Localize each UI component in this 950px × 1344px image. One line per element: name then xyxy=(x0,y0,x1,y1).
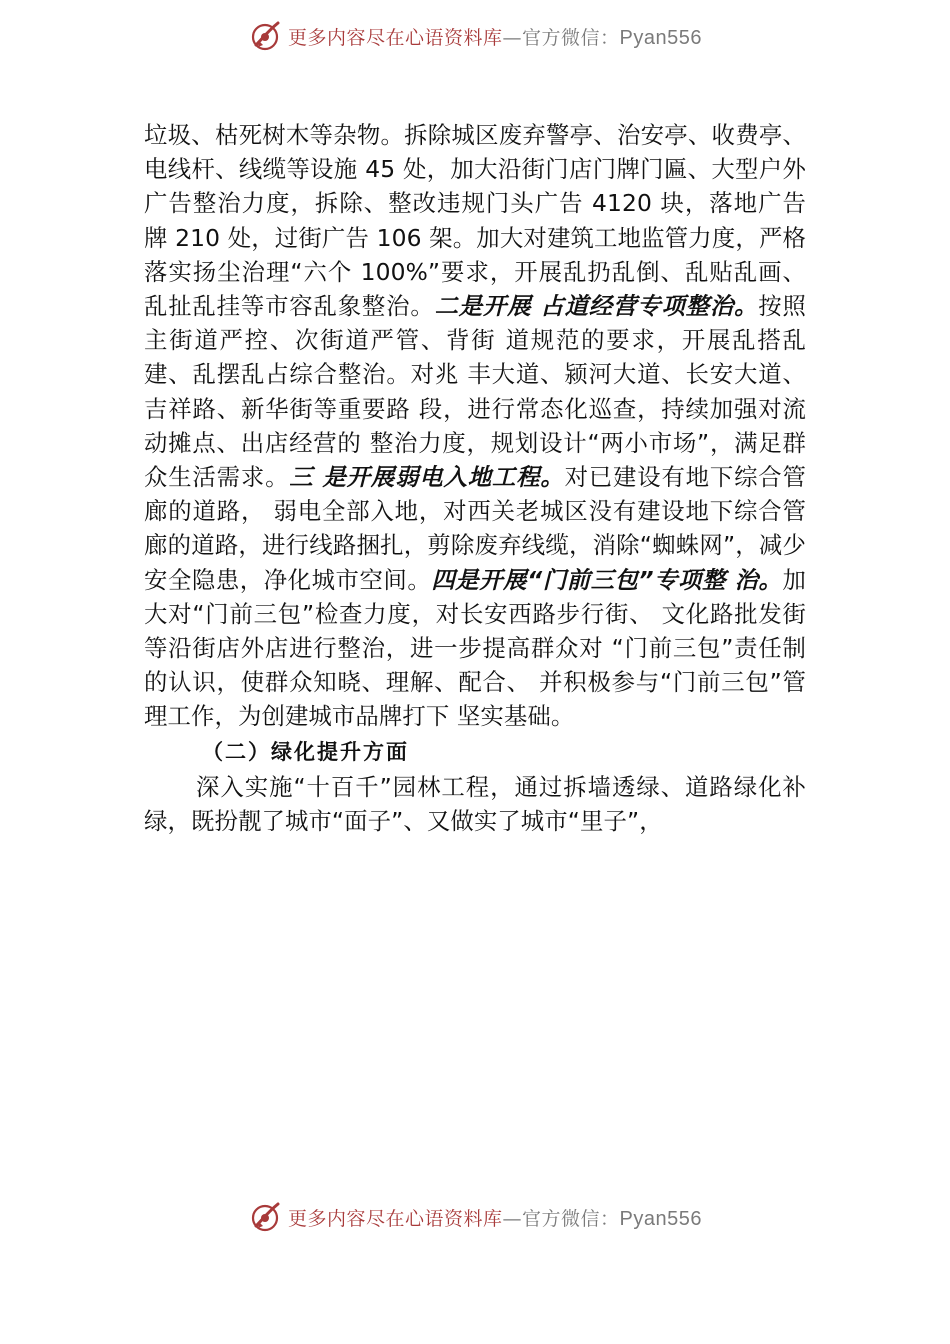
paragraph-city-appearance xyxy=(144,118,806,734)
dash: — xyxy=(502,1207,523,1230)
banner-text xyxy=(288,1204,702,1231)
wechat-handle: Pyan556 xyxy=(619,26,702,49)
brush-logo-icon xyxy=(248,1200,282,1234)
text-segment: 加大对“门前三包”检查力度，对长安西路步行街、 文化路批发街等沿街店外店进行整治，进一步提高群众对 “门前三包”责任制的认识，使群众知晓、理解、配合、 并积极参与“门前三包”管理工作，为创建城市品牌打下 坚实基础。 xyxy=(144,565,806,731)
banner-text xyxy=(288,23,702,50)
header-banner xyxy=(0,16,950,56)
paragraph-greening: 深入实施“十百千”园林工程，通过拆墙透绿、道路绿化补绿，既扮靓了城市“面子”、又做实了城市“里子”， xyxy=(144,772,806,835)
site-name: 更多内容尽在心语资料库 xyxy=(288,1207,503,1230)
text-segment: 按照主街道严控、次街道严管、背街 道规范的要求，开展乱搭乱建、乱摆乱占综合整治。对兆 丰大道、颍河大道、长安大道、吉祥路、新华街等重要路 段，进行常态化巡查，持续加强对流动摊点、出店经营的 整治力度，规划设计“两小市场”，满足群众生活需求。 xyxy=(144,292,807,492)
text-segment: 对已建设有地下综合管廊的道路， 弱电全部入地，对西关老城区没有建设地下综合管廊的道路，进行线路捆扎，剪除废弃线缆，消除“蜘蛛网”，减少安全隐患，净化城市空间。 xyxy=(144,463,806,594)
site-name: 更多内容尽在心语资料库 xyxy=(288,26,503,49)
wechat-label: 官方微信： xyxy=(522,1207,620,1230)
footer-banner xyxy=(0,1197,950,1237)
emphasis-occupied-road: 二是开展 占道经营专项整治。 xyxy=(434,292,759,321)
emphasis-weak-current: 三 是开展弱电入地工程。 xyxy=(289,463,565,492)
emphasis-door-three: 四是开展“门前三包”专项整 治。 xyxy=(431,565,783,594)
wechat-handle: Pyan556 xyxy=(619,1207,702,1230)
wechat-label: 官方微信： xyxy=(522,26,620,49)
brush-logo-icon xyxy=(248,19,282,53)
dash: — xyxy=(502,26,523,49)
document-body xyxy=(144,118,806,838)
text-segment: 垃圾、枯死树木等杂物。拆除城区废弃警亭、治安亭、收费亭、电线杆、线缆等设施 45 处，加大沿街门店门牌门匾、大型户外广告整治力度，拆除、整改违规门头广告 4120 块，落地广告牌 210 处，过街广告 106 架。加大对建筑工地监管力度，严格落实扬尘治理“六个 100%”要求，开展乱扔乱倒、乱贴乱画、乱扯乱挂等市容乱象整治。 xyxy=(144,121,806,321)
section-heading-greening: （二）绿化提升方面 xyxy=(202,738,409,764)
